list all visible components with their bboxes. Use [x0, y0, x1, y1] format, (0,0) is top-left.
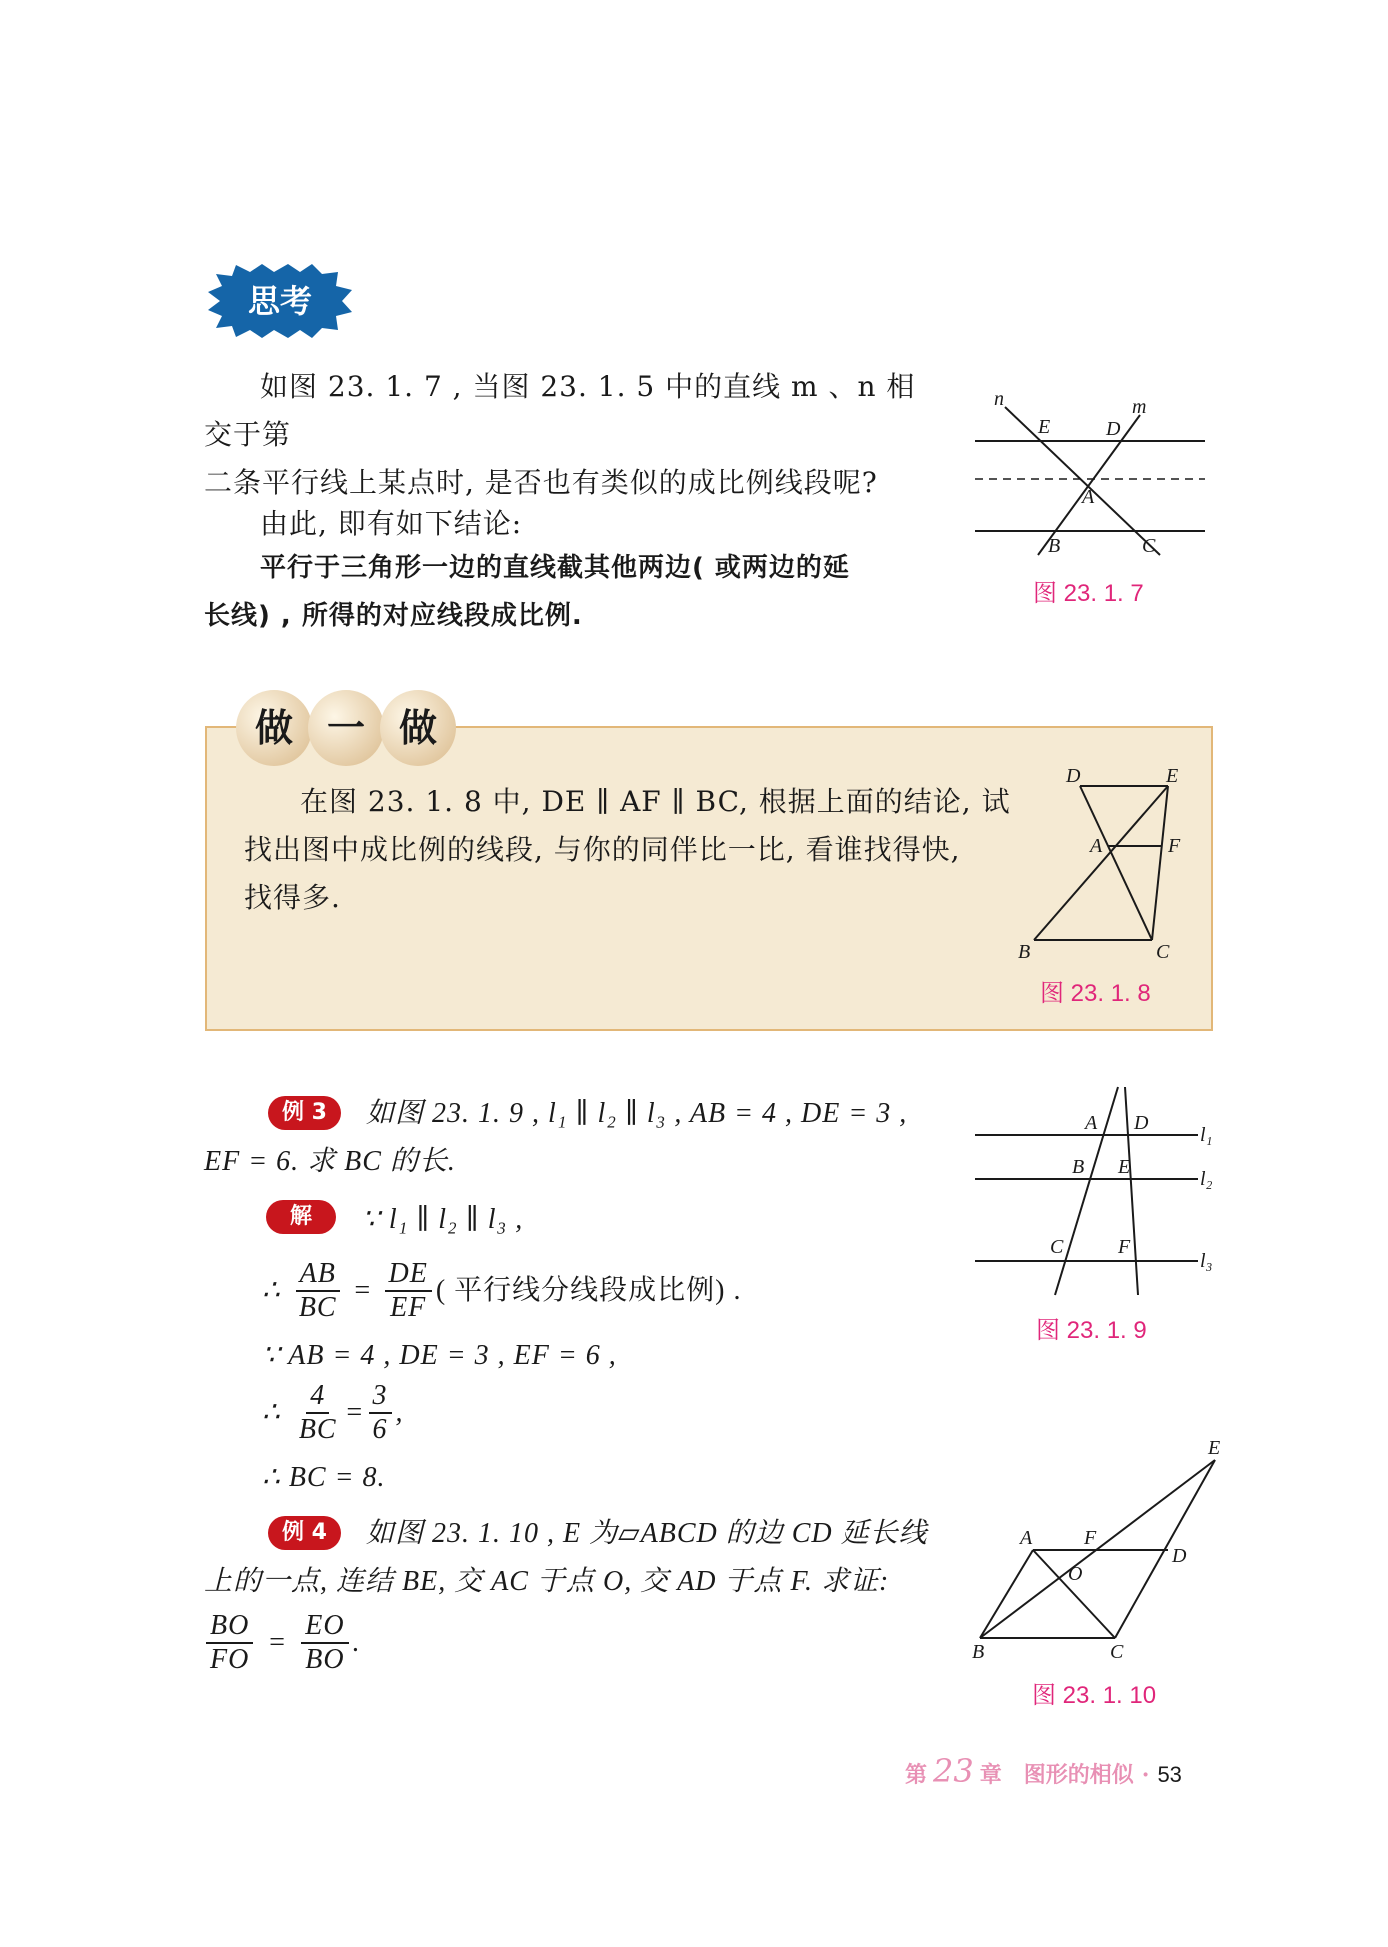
think-conclusion-line-2: 长线) , 所得的对应线段成比例.: [204, 601, 583, 631]
example3-statement: [204, 1090, 944, 1186]
think-conclusion-line-1: 平行于三角形一边的直线截其他两边( 或两边的延: [260, 553, 850, 583]
step4-fraction-1: [295, 1380, 341, 1446]
doit-badge: [236, 686, 456, 772]
fig7-label-n: n: [994, 388, 1004, 410]
proof-frac2-den: BO: [305, 1644, 345, 1675]
step2-therefore: ∴: [262, 1275, 281, 1306]
proof-fraction-1: [206, 1610, 253, 1676]
solution-step-5: ∴ BC = 8.: [262, 1462, 386, 1493]
fig9-label-F: F: [1118, 1236, 1131, 1258]
example4-statement-line-2: 上的一点, 连结 BE, 交 AC 于点 O, 交 AD 于点 F. 求证:: [204, 1566, 890, 1597]
fig9-label-B: B: [1072, 1156, 1085, 1178]
fig9-label-l2: l₂: [1200, 1168, 1213, 1190]
figure-23-1-7: [960, 385, 1220, 565]
step2-note: ( 平行线分线段成比例) .: [435, 1275, 742, 1306]
example3-statement-line-1: 如图 23. 1. 9 , l₁ ∥ l₂ ∥ l₃ , AB = 4 , DE = 3 ,: [366, 1098, 908, 1129]
fig10-label-C: C: [1110, 1641, 1124, 1663]
doit-text-line-3: 找得多.: [244, 881, 341, 914]
doit-badge-char-2: 一: [326, 705, 365, 750]
footer-chapter-number: 23: [933, 1752, 974, 1790]
figure-23-1-9-caption: 图 23. 1. 9: [1036, 1317, 1147, 1344]
step4-frac2-num: 3: [369, 1380, 392, 1414]
example4-badge-label: 例 4: [268, 1516, 341, 1550]
think-question-line-2: 二条平行线上某点时, 是否也有类似的成比例线段呢?: [204, 466, 878, 499]
figure-23-1-10-caption: 图 23. 1. 10: [1032, 1682, 1157, 1709]
example4-statement: [204, 1510, 964, 1606]
think-badge-label: 思考: [247, 282, 312, 320]
doit-badge-char-1: 做: [254, 705, 293, 750]
step4-fraction-2: [369, 1380, 392, 1446]
fig8-label-E: E: [1166, 765, 1179, 787]
solution-badge-label: 解: [266, 1200, 336, 1234]
footer-chapter-prefix: 第: [905, 1762, 928, 1788]
figure-23-1-7-caption: 图 23. 1. 7: [1033, 580, 1144, 607]
fig7-label-C: C: [1142, 535, 1156, 557]
step2-fraction-1: [295, 1258, 341, 1324]
fig9-label-C: C: [1050, 1236, 1064, 1258]
fig8-label-B: B: [1018, 941, 1031, 960]
fig7-label-A: A: [1082, 486, 1095, 508]
fig8-label-A: A: [1090, 835, 1103, 857]
step4-comma: ,: [395, 1397, 404, 1428]
fig10-label-B: B: [972, 1641, 985, 1663]
step4-frac1-den: BC: [298, 1414, 337, 1445]
doit-text-line-1: 在图 23. 1. 8 中, DE ∥ AF ∥ BC, 根据上面的结论, 试: [300, 785, 1011, 818]
solution-step-3: ∵ AB = 4 , DE = 3 , EF = 6 ,: [262, 1340, 617, 1371]
example3-statement-line-2: EF = 6. 求 BC 的长.: [204, 1146, 456, 1177]
fig7-label-E: E: [1038, 416, 1051, 438]
fig10-label-F: F: [1084, 1527, 1097, 1549]
solution-badge: [266, 1200, 336, 1234]
think-question: [204, 363, 944, 507]
fig7-label-D: D: [1106, 418, 1121, 440]
fig8-label-C: C: [1156, 941, 1170, 960]
fig9-label-l3: l₃: [1200, 1250, 1213, 1272]
step2-frac2-den: EF: [390, 1292, 427, 1323]
fig10-label-A: A: [1020, 1527, 1033, 1549]
footer-page-number: 53: [1157, 1762, 1182, 1787]
example3-badge-label: 例 3: [268, 1096, 341, 1130]
fig10-label-E: E: [1208, 1437, 1221, 1459]
step2-equals: =: [352, 1275, 373, 1306]
figure-23-1-10: [960, 1430, 1240, 1670]
solution-step-4: [262, 1380, 404, 1446]
step2-frac1-num: AB: [296, 1258, 340, 1292]
fig7-label-m: m: [1132, 396, 1147, 418]
page-footer: [905, 1752, 1182, 1790]
solution-step-1: ∵ l₁ ∥ l₂ ∥ l₃ ,: [362, 1204, 524, 1235]
think-badge: [200, 262, 360, 340]
think-conclusion: [204, 544, 944, 640]
fig10-label-O: O: [1068, 1563, 1083, 1585]
doit-text: [244, 778, 1014, 922]
solution-step-2: [262, 1258, 742, 1324]
step2-frac2-num: DE: [385, 1258, 432, 1292]
figure-23-1-8: [1010, 760, 1210, 960]
proof-frac2-num: EO: [301, 1610, 348, 1644]
example4-statement-line-1: 如图 23. 1. 10 , E 为▱ABCD 的边 CD 延长线: [366, 1518, 928, 1549]
proof-equals: =: [267, 1627, 288, 1658]
step2-frac1-den: BC: [298, 1292, 337, 1323]
step4-equals: =: [344, 1397, 365, 1428]
figure-23-1-8-caption: 图 23. 1. 8: [1040, 980, 1151, 1007]
step2-fraction-2: [385, 1258, 432, 1324]
proof-frac1-den: FO: [210, 1644, 250, 1675]
fig7-label-B: B: [1048, 535, 1061, 557]
step4-therefore: ∴: [262, 1397, 281, 1428]
figure-23-1-9: [960, 1085, 1230, 1305]
step4-frac1-num: 4: [306, 1380, 329, 1414]
step4-frac2-den: 6: [372, 1414, 388, 1445]
fig8-label-D: D: [1066, 765, 1081, 787]
proof-period: .: [352, 1627, 361, 1658]
think-question-line-1: 如图 23. 1. 7 , 当图 23. 1. 5 中的直线 m 、n 相交于第: [204, 370, 916, 451]
doit-badge-char-3: 做: [398, 705, 437, 750]
think-lead: 由此, 即有如下结论:: [260, 507, 523, 540]
proof-fraction-2: [301, 1610, 348, 1676]
footer-chapter-suffix: 章: [979, 1762, 1002, 1788]
fig9-label-D: D: [1134, 1112, 1149, 1134]
proof-frac1-num: BO: [206, 1610, 253, 1644]
fig10-label-D: D: [1172, 1545, 1187, 1567]
fig8-label-F: F: [1168, 835, 1181, 857]
fig9-label-l1: l₁: [1200, 1124, 1213, 1146]
footer-chapter-title: 图形的相似: [1023, 1762, 1134, 1788]
footer-separator: ·: [1141, 1762, 1150, 1788]
fig9-label-E: E: [1118, 1156, 1131, 1178]
example4-proof-goal: [202, 1610, 361, 1676]
doit-text-line-2: 找出图中成比例的线段, 与你的同伴比一比, 看谁找得快,: [244, 833, 961, 866]
fig9-label-A: A: [1085, 1112, 1098, 1134]
